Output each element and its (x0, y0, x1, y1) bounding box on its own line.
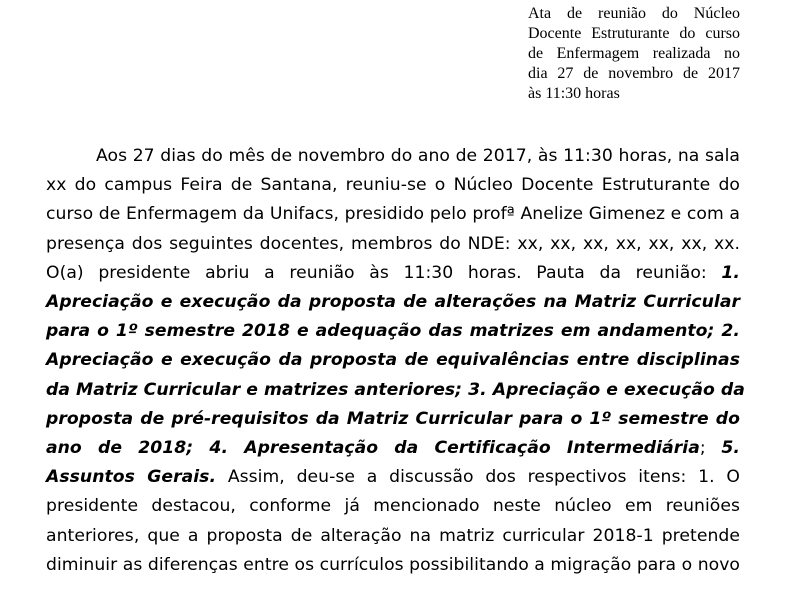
body-line-5 (46, 259, 740, 288)
title-line-1: Ata de reunião do Núcleo (528, 5, 740, 22)
body-line-15: diminuir as diferenças entre os currículos possibilitando a migração para o novo (46, 554, 740, 575)
body-line-10: proposta de pré-requisitos da Matriz Curricular para o 1º semestre do (46, 408, 740, 429)
title-line-2: Docente Estruturante do curso (528, 25, 740, 42)
body-line-11-plain: ; (699, 438, 722, 459)
body-line-1: Aos 27 dias do mês de novembro do ano de 2017, às 11:30 horas, na sala (96, 146, 740, 166)
body-line-5-plain: O(a) presidente abriu a reunião às 11:30 horas. Pauta da reunião: (46, 262, 722, 283)
body-line-14: anteriores, que a proposta de alteração na matriz curricular 2018-1 pretende (46, 525, 740, 546)
body-line-3: curso de Enfermagem da Unifacs, presidido pelo profª Anelize Gimenez e com a (46, 204, 740, 225)
body-line-13: presidente destacou, conforme já mencionado neste núcleo em reuniões (46, 496, 740, 517)
agenda-item-5-title: Assuntos Gerais. (46, 467, 217, 488)
title-line-4: dia 27 de novembro de 2017 (528, 65, 740, 82)
body-line-11-bold: ano de 2018; 4. Apresentação da Certificação Intermediária (46, 438, 700, 459)
title-line-5: às 11:30 horas (528, 85, 620, 102)
body-line-9: da Matriz Curricular e matrizes anteriores; 3. Apreciação e execução da (46, 379, 745, 400)
body-line-11 (46, 434, 740, 463)
document-body (46, 142, 745, 580)
body-line-12-plain: Assim, deu-se a discussão dos respectivos itens: 1. O (216, 467, 740, 488)
body-line-12 (46, 463, 740, 492)
document-title-block (528, 4, 740, 104)
agenda-item-5-number: 5. (721, 438, 740, 459)
body-line-4: presença dos seguintes docentes, membros do NDE: xx, xx, xx, xx, xx, xx, xx. (46, 233, 740, 254)
body-line-8: Apreciação e execução da proposta de equivalências entre disciplinas (46, 350, 740, 371)
body-line-2: xx do campus Feira de Santana, reuniu-se o Núcleo Docente Estruturante do (46, 175, 740, 196)
body-line-6: Apreciação e execução da proposta de alterações na Matriz Curricular (46, 292, 740, 313)
agenda-item-1-number: 1. (721, 262, 740, 283)
title-line-3: de Enfermagem realizada no (528, 45, 740, 62)
body-line-7: para o 1º semestre 2018 e adequação das matrizes em andamento; 2. (46, 321, 740, 342)
